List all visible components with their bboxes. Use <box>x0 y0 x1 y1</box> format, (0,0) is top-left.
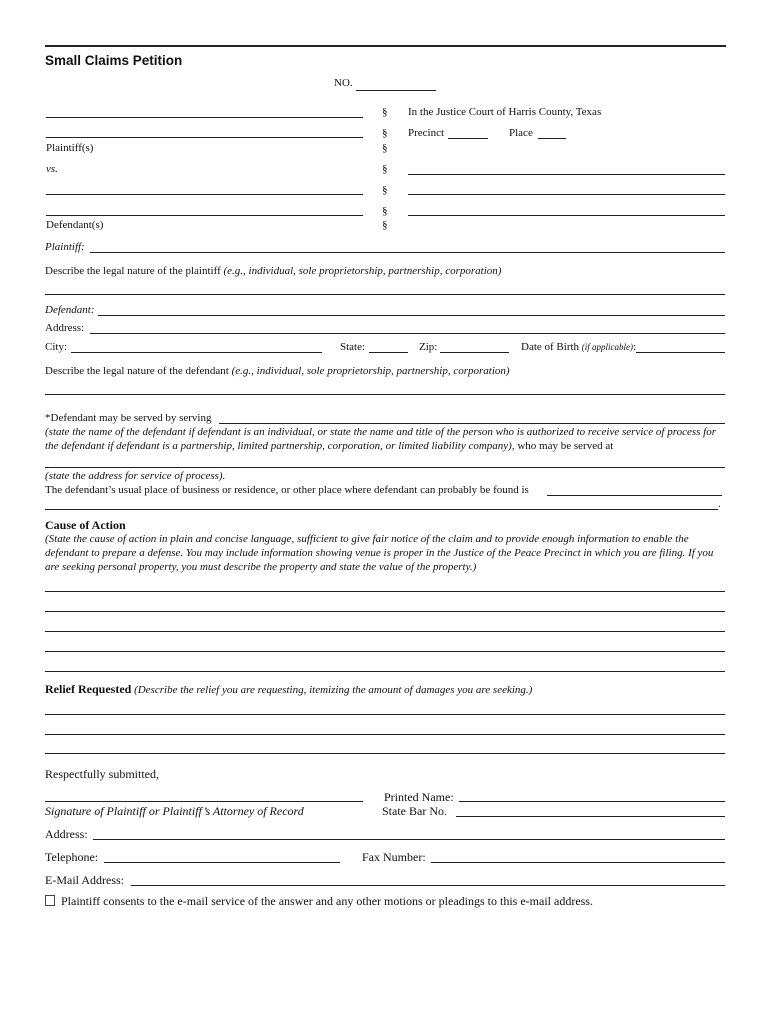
defendant-nature-hint: (e.g., individual, sole proprietorship, partnership, corporation) <box>231 365 510 377</box>
defendant-name-line-2[interactable] <box>46 215 363 216</box>
defendant-zip-field[interactable] <box>440 352 509 353</box>
precinct-label: Precinct <box>408 127 445 139</box>
case-no-label: NO. <box>334 77 353 89</box>
dob-colon: : <box>633 341 637 353</box>
defendants-label: Defendant(s) <box>46 219 104 231</box>
defendant-nature-prompt <box>45 365 510 377</box>
cause-line-2[interactable] <box>45 611 725 612</box>
service-address-hint: (state the address for service of process). <box>45 470 226 482</box>
relief-heading: Relief Requested <box>45 682 132 696</box>
usual-place-field[interactable] <box>547 495 722 496</box>
cause-instructions: (State the cause of action in plain and concise language, sufficient to give fair notice of the claim and to provide enough information to enable the defendant to prepare a defense. You may include information showing venue is proper in the Justice of the Peace Precinct in which you are filing. If you are seeking personal property, you must describe the property and state the value of the property.) <box>45 533 714 573</box>
relief-line-2[interactable] <box>45 734 725 735</box>
defendant-dob-label <box>521 341 636 353</box>
defendant-state-field[interactable] <box>369 352 408 353</box>
cause-line-1[interactable] <box>45 591 725 592</box>
state-bar-field[interactable] <box>456 816 725 817</box>
service-address-field[interactable] <box>45 467 725 468</box>
section-symbol: § <box>382 163 388 175</box>
signature-label: Signature of Plaintiff or Plaintiff’s Attorney of Record <box>45 804 304 818</box>
court-name: In the Justice Court of Harris County, Texas <box>408 106 602 118</box>
dob-text: Date of Birth <box>521 341 580 353</box>
vs-label: vs. <box>46 163 58 175</box>
consent-row <box>45 894 593 909</box>
respectfully-submitted: Respectfully submitted, <box>45 767 159 781</box>
defendant-name-line-1[interactable] <box>46 194 363 195</box>
usual-place-label: The defendant’s usual place of business or residence, or other place where defendant can probably be found is <box>45 484 529 496</box>
defendant-state-label: State: <box>340 341 366 353</box>
relief-line-1[interactable] <box>45 714 725 715</box>
plaintiff-nature-text: Describe the legal nature of the plaintiff <box>45 265 221 277</box>
usual-place-period: . <box>718 498 721 510</box>
caption-right-line-3[interactable] <box>408 215 725 216</box>
telephone-label: Telephone: <box>45 850 99 864</box>
defendant-city-field[interactable] <box>71 352 322 353</box>
precinct-field[interactable] <box>448 138 488 139</box>
usual-place-field-2[interactable] <box>45 509 718 510</box>
defendant-address-label: Address: <box>45 322 85 334</box>
served-at-text: who may be served at <box>517 440 614 452</box>
sig-address-label: Address: <box>45 827 88 841</box>
defendant-label: Defendant: <box>45 304 95 316</box>
plaintiffs-label: Plaintiff(s) <box>46 142 94 154</box>
consent-checkbox[interactable] <box>45 895 55 906</box>
dob-hint: (if applicable) <box>581 342 634 352</box>
relief-line-3[interactable] <box>45 753 725 754</box>
plaintiff-name-line-1[interactable] <box>46 117 363 118</box>
relief-prompt <box>45 682 532 697</box>
fax-field[interactable] <box>431 862 725 863</box>
caption-right-line-1[interactable] <box>408 174 725 175</box>
top-rule <box>45 45 726 47</box>
email-label: E-Mail Address: <box>45 873 124 887</box>
cause-heading: Cause of Action <box>45 518 126 532</box>
relief-instructions: (Describe the relief you are requesting, itemizing the amount of damages you are seeking.) <box>134 684 533 696</box>
service-instructions-text: (state the name of the defendant if defendant is an individual, or state the name and title of the person who is authorized to receive service of process for the defendant if defendant is a partnership, limited partnership, corporation, or limited liability company), <box>45 426 716 452</box>
signature-field[interactable] <box>45 801 363 802</box>
plaintiff-field[interactable] <box>90 252 725 253</box>
plaintiff-nature-hint: (e.g., individual, sole proprietorship, partnership, corporation) <box>223 265 502 277</box>
defendant-address-field[interactable] <box>90 333 725 334</box>
case-no-field[interactable] <box>356 90 436 91</box>
cause-line-4[interactable] <box>45 651 725 652</box>
section-symbol: § <box>382 106 388 118</box>
section-symbol: § <box>382 205 388 217</box>
place-label: Place <box>509 127 533 139</box>
plaintiff-nature-prompt <box>45 265 501 277</box>
printed-name-field[interactable] <box>459 801 725 802</box>
consent-text: Plaintiff consents to the e-mail service of the answer and any other motions or pleadings to this e-mail address. <box>61 894 593 908</box>
email-field[interactable] <box>131 885 725 886</box>
form-title: Small Claims Petition <box>45 53 183 68</box>
service-instructions <box>45 425 727 453</box>
defendant-city-label: City: <box>45 341 68 353</box>
place-field[interactable] <box>538 138 566 139</box>
section-symbol: § <box>382 142 388 154</box>
printed-name-label: Printed Name: <box>384 790 454 804</box>
section-symbol: § <box>382 184 388 196</box>
served-by-field[interactable] <box>219 423 725 424</box>
defendant-field[interactable] <box>98 315 725 316</box>
defendant-dob-field[interactable] <box>636 352 725 353</box>
fax-label: Fax Number: <box>362 850 426 864</box>
state-bar-label: State Bar No. <box>382 804 447 818</box>
telephone-field[interactable] <box>104 862 340 863</box>
defendant-nature-field[interactable] <box>45 394 725 395</box>
cause-line-3[interactable] <box>45 631 725 632</box>
section-symbol: § <box>382 219 388 231</box>
cause-line-5[interactable] <box>45 671 725 672</box>
defendant-nature-text: Describe the legal nature of the defendant <box>45 365 229 377</box>
served-by-label: *Defendant may be served by serving <box>45 412 212 424</box>
defendant-zip-label: Zip: <box>419 341 438 353</box>
plaintiff-label: Plaintiff: <box>45 241 85 253</box>
caption-right-line-2[interactable] <box>408 194 725 195</box>
section-symbol: § <box>382 127 388 139</box>
plaintiff-name-line-2[interactable] <box>46 137 363 138</box>
sig-address-field[interactable] <box>93 839 725 840</box>
plaintiff-nature-field[interactable] <box>45 294 725 295</box>
